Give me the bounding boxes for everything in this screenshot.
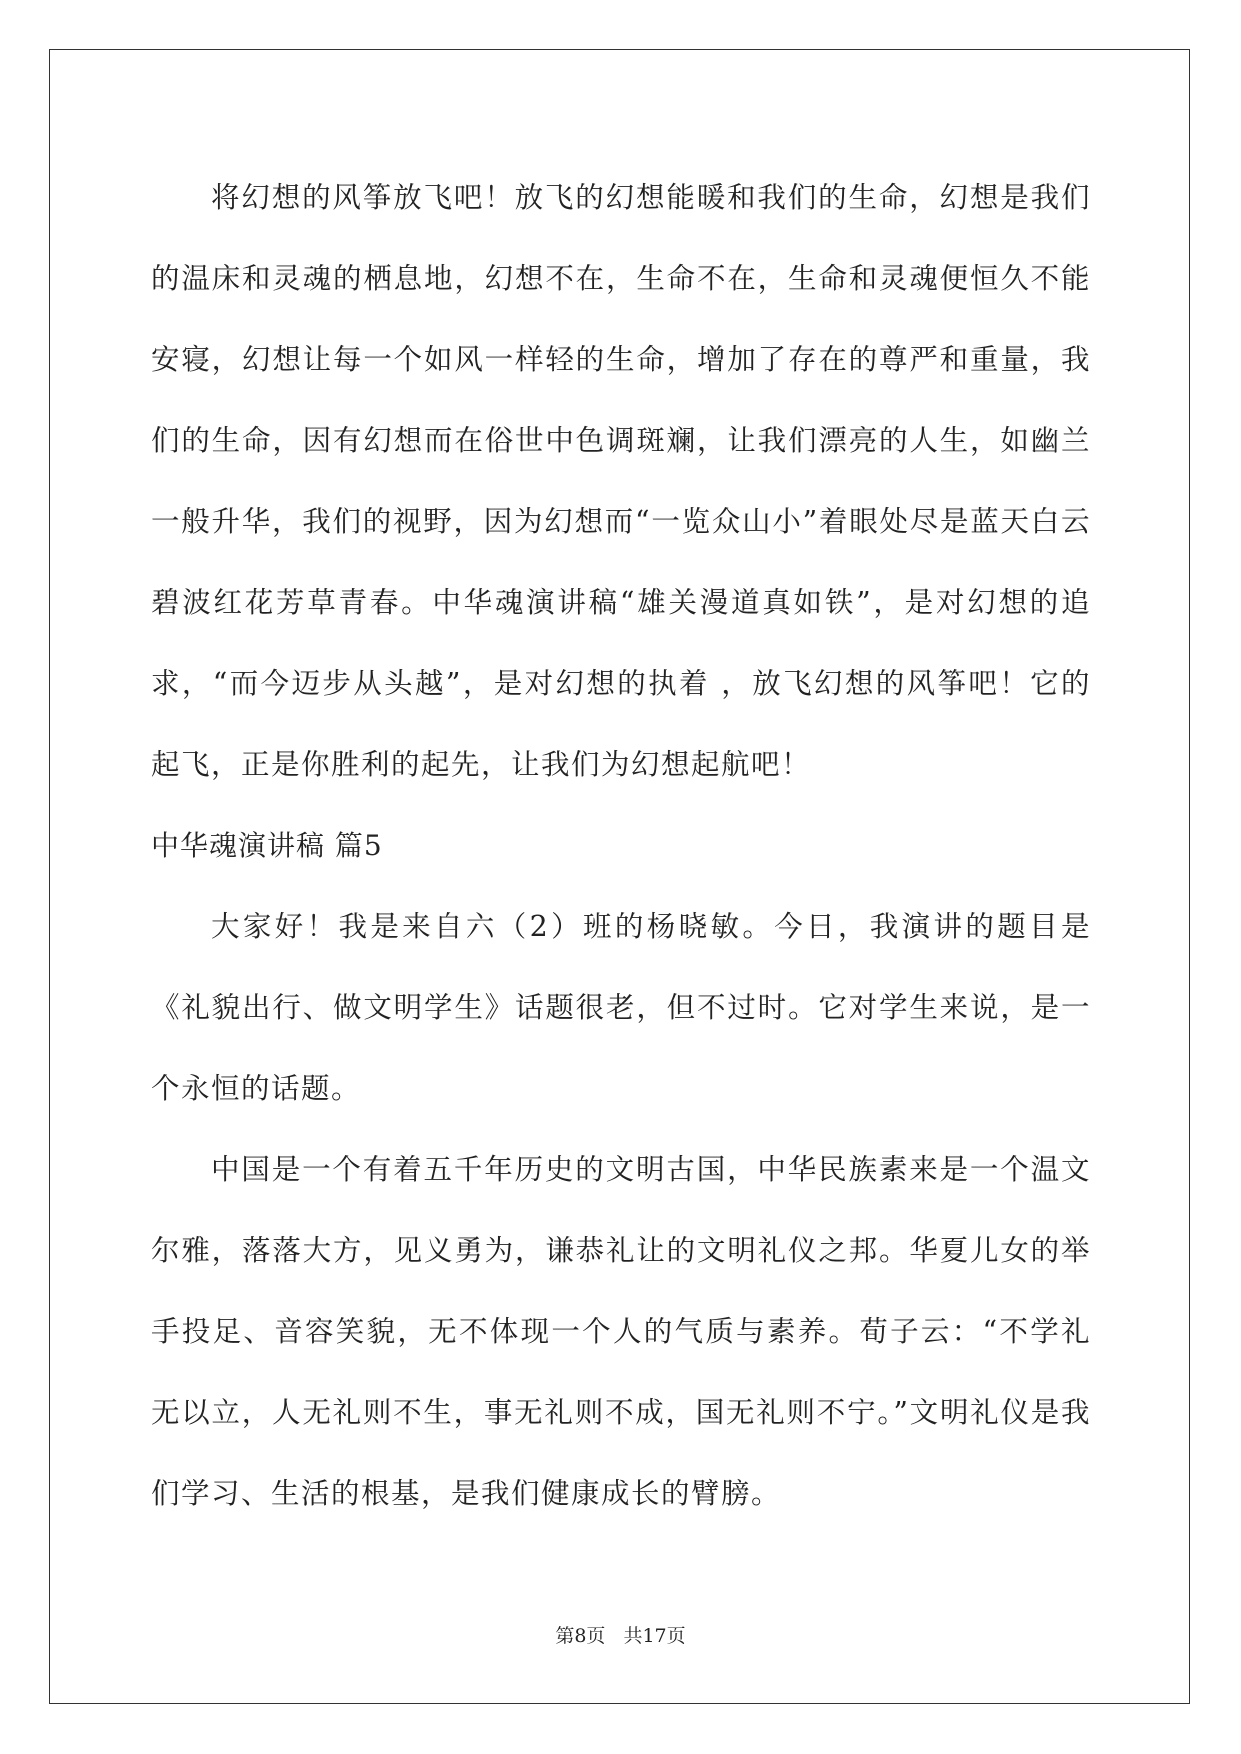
page-number: 第8页 (555, 1625, 606, 1647)
paragraph-etiquette: 中国是一个有着五千年历史的文明古国，中华民族素来是一个温文尔雅，落落大方，见义勇为，谦恭礼让的文明礼仪之邦。华夏儿女的举手投足、音容笑貌，无不体现一个人的气质与素养。荀子云：“不学礼无以立，人无礼则不生，事无礼则不成，国无礼则不宁。”文明礼仪是我们学习、生活的根基，是我们健康成长的臂膀。 (151, 1153, 1091, 1510)
paragraph-dream-kite: 将幻想的风筝放飞吧！放飞的幻想能暖和我们的生命，幻想是我们的温床和灵魂的栖息地，幻想不在，生命不在，生命和灵魂便恒久不能安寝，幻想让每一个如风一样轻的生命，增加了存在的尊严和重量，我们的生命，因有幻想而在俗世中色调斑斓，让我们漂亮的人生，如幽兰一般升华，我们的视野，因为幻想而“一览众山小”着眼处尽是蓝天白云碧波红花芳草青春。中华魂演讲稿“雄关漫道真如铁”，是对幻想的追求，“而今迈步从头越”，是对幻想的执着 ，放飞幻想的风筝吧！它的起飞，正是你胜利的起先，让我们为幻想起航吧！ (151, 181, 1091, 781)
section-heading: 中华魂演讲稿 篇5 (151, 829, 383, 862)
document-body (151, 157, 1091, 1534)
page-total: 共17页 (623, 1625, 686, 1647)
paragraph-greeting: 大家好！我是来自六（2）班的杨晓敏。今日，我演讲的题目是《礼貌出行、做文明学生》话题很老，但不过时。它对学生来说，是一个永恒的话题。 (151, 910, 1091, 1105)
page-footer (0, 1621, 1241, 1648)
